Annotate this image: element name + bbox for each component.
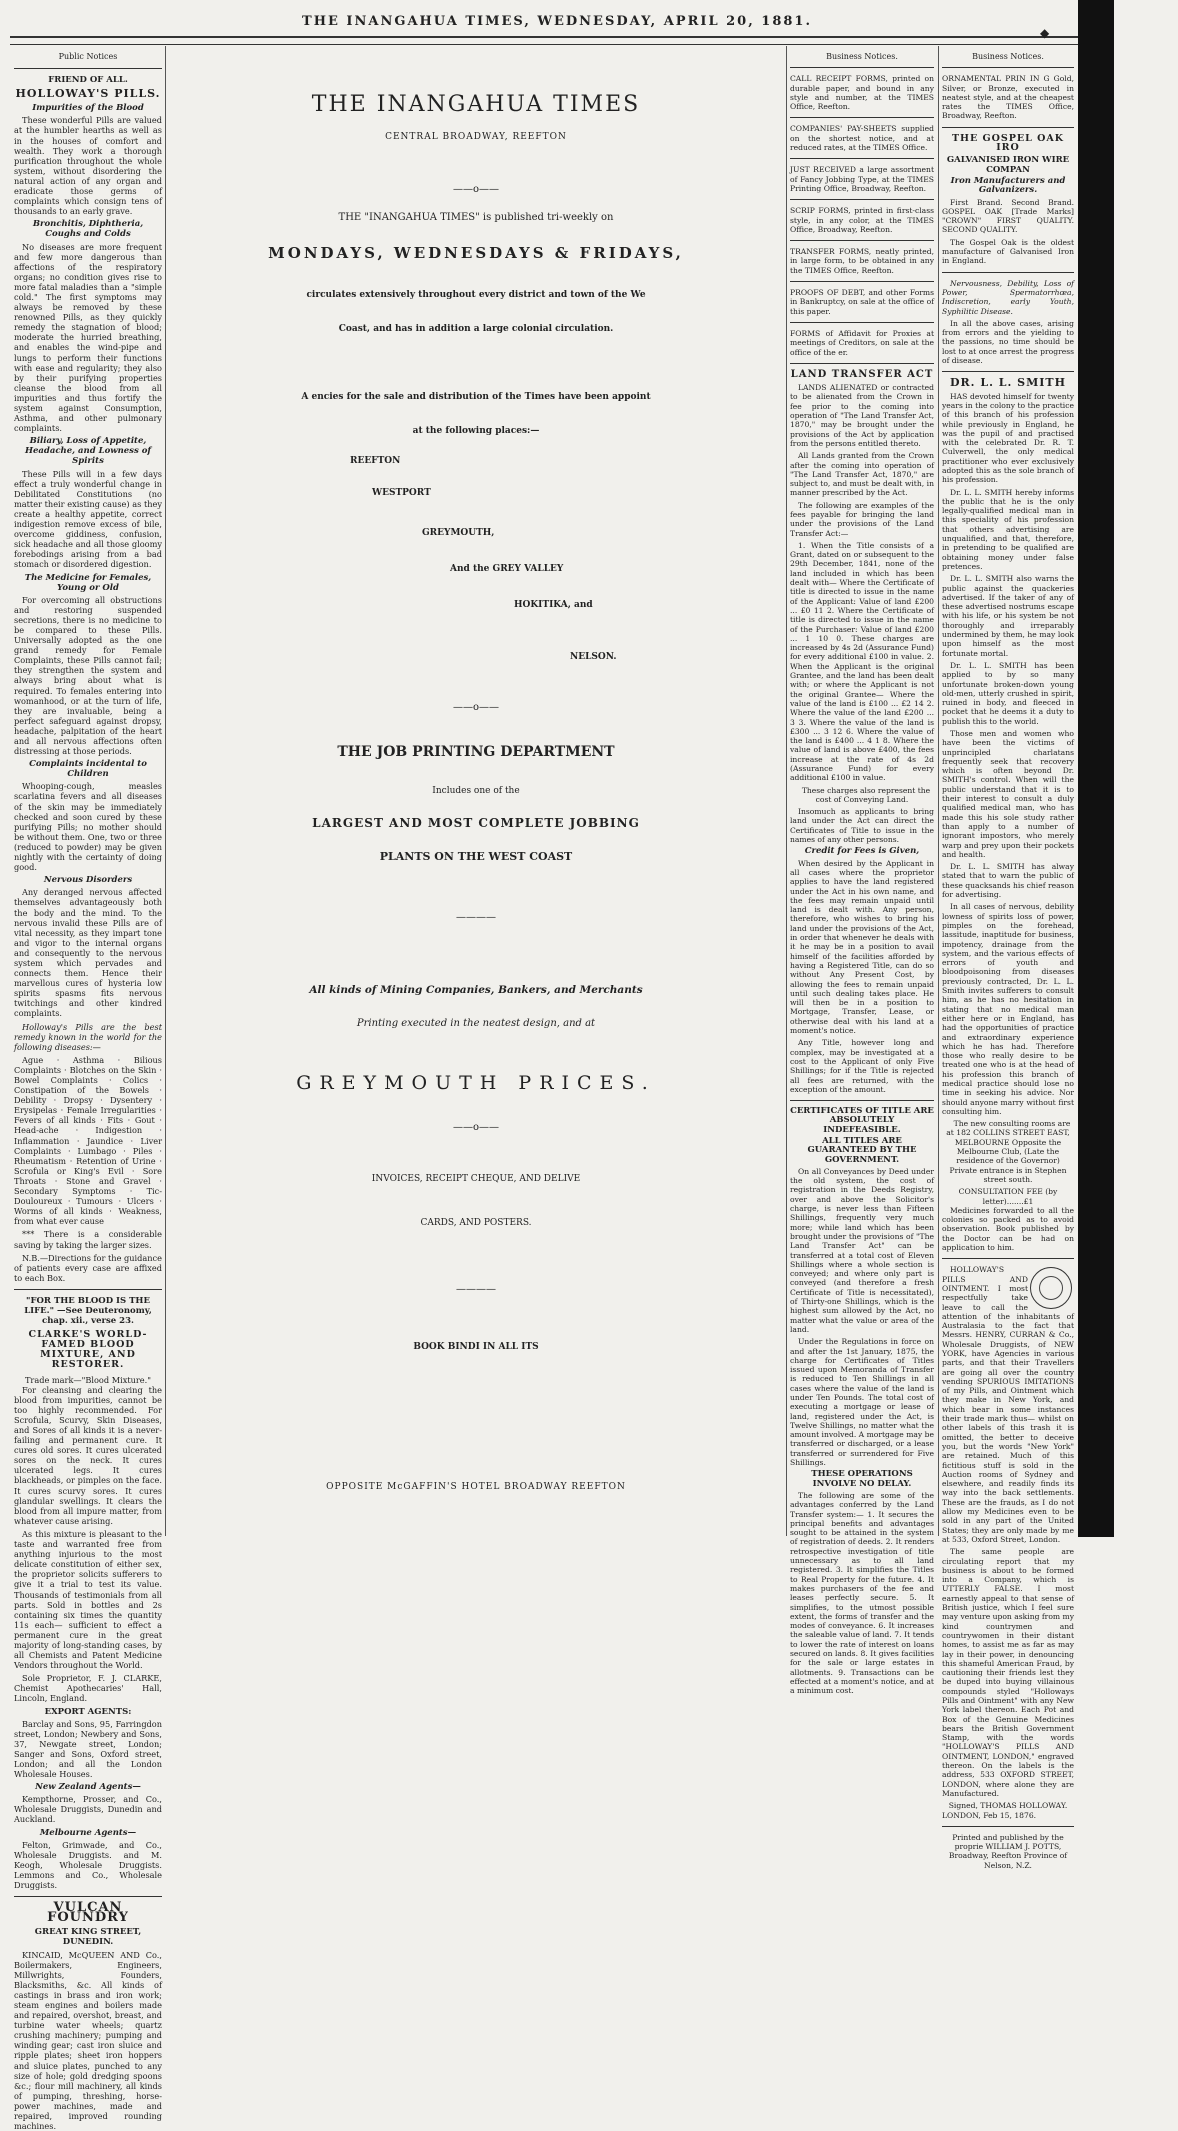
paper-address: CENTRAL BROADWAY, REEFTON: [172, 132, 780, 142]
ad: CALL RECEIPT FORMS, printed on durable paper, and bound in any style and number, at the TIMES Office, Reefton.: [790, 74, 934, 111]
dr-smith-title: DR. L. L. SMITH: [942, 378, 1074, 387]
paragraph: HAS devoted himself for twenty years in the colony to the practice of this branch of his profession while previously in England, he was the pupil of and practised with the celebrated Dr. R. T. Culverwell, the only medical practitioner who ever exclusively adopted this as the sole branch of his profession.: [942, 392, 1074, 485]
paragraph: The following are examples of the fees payable for bringing the land under the provisions of the Land Transfer Act:—: [790, 501, 934, 538]
paragraph: When desired by the Applicant in all cases where the proprietor applies to have the land registered under the Act in his own name, and the fees may remain unpaid until land is dealt with. Any person, therefore, who wishes to bring his land under the provisions of the Act, in order that whenever he deals with it he may be in a position to avail himself of the facilities afforded by having a Registered Title, can do so without Any Present Cost, by allowing the fees to remain unpaid until such dealing takes place. He will then be in a position to Mortgage, Transfer, Lease, or otherwise deal with his land at a moment's notice.: [790, 859, 934, 1036]
paragraph: KINCAID, McQUEEN AND Co., Boilermakers, Engineers, Millwrights, Founders, Blacksmiths, &c. All kinds of castings in brass and iron work; steam engines and boilers made and repaired, overshot, breast, and turbine water wheels; quartz crushing machinery; pumping and winding gear; cast iron sluice and ripple plates; sheet iron hoppers and sluice plates, punched to any size of hole; gold dredging spoons &c.; flour mill machinery, all kinds of pumping, threshing, horse-power machines, made and repaired, improved rounding machines.: [14, 1950, 162, 2131]
text-line: PLANTS ON THE WEST COAST: [172, 850, 780, 863]
paragraph: Holloway's Pills are the best remedy known in the world for the following diseases:—: [14, 1022, 162, 1052]
vulcan-title: VULCAN FOUNDRY: [14, 1903, 162, 1923]
text-line: circulates extensively throughout every district and town of the We: [172, 290, 780, 300]
place-name: GREYMOUTH,: [422, 528, 1030, 538]
paragraph: Sole Proprietor, F. J. CLARKE, Chemist Apothecaries' Hall, Lincoln, England.: [14, 1673, 162, 1703]
place-name: WESTPORT: [372, 488, 980, 498]
paragraph: These wonderful Pills are valued at the humbler hearths as well as in the houses of comfort and wealth. They work a thorough purification throughout the whole system, without disordering the natural action of any organ and eradicate those germs of complaints which consign tens of thousands to an early grave.: [14, 115, 162, 216]
paragraph: In all cases of nervous, debility lowness of spirits loss of power, pimples on the forehead, lassitude, inaptitude for business, impotency, drainage from the system, and the various effects of errors of youth and bloodpoisoning from diseases previously contracted, Dr. L. L. Smith invites sufferers to consult him, as he has no hesitation in stating that no medical man either here or in England, has had the opportunities of practice and extraordinary experience which he has had. Therefore those who really desire to be treated one who is at the head of his profession this branch of medical practice should lose no time in seeking his advice. Nor should anyone marry without first consulting him.: [942, 902, 1074, 1116]
subhead: GREAT KING STREET, DUNEDIN.: [14, 1927, 162, 1947]
imprint: Printed and published by the proprie WILLIAM J. POTTS, Broadway, Reefton Province of Nelson, N.Z.: [942, 1833, 1074, 1870]
text-line: A encies for the sale and distribution of the Times have been appoint: [172, 392, 780, 402]
column-header: Business Notices.: [942, 52, 1074, 61]
paragraph: These charges also represent the cost of Conveying Land.: [790, 786, 934, 805]
paragraph: On all Conveyances by Deed under the old system, the cost of registration in the Deeds Registry, over and above the Solicitor's charge, is never less than Fifteen Shillings, frequently very much more; while land which has been brought under the provisions of "The Land Transfer Act" can be transferred at a total cost of Eleven Shillings where a whole section is conveyed; and where only part is conveyed (and therefore a fresh Certificate of Title is necessitated), of Thirty-one Shillings, which is the highest sum allowed by the Act, no matter what the value or area of the land.: [790, 1167, 934, 1334]
diamond: ◆: [1040, 26, 1049, 40]
place-name: NELSON.: [570, 652, 1178, 662]
ornament: ————: [172, 912, 780, 923]
paragraph: These Pills will in a few days effect a truly wonderful change in Debilitated Constitutions (no matter their existing cause) as they create a healthy appetite, correct indigestion remove excess of bile, overcome giddiness, confusion, sick headache and all those gloomy forebodings arising from a bad stomach or disordered digestion.: [14, 469, 162, 570]
paragraph: The same people are circulating report that my business is about to be formed into a Company, which is UTTERLY FALSE. I most earnestly appeal to that sense of British justice, which I feel sure may venture upon asking from my kind countrymen and countrywomen in their distant homes, to assist me as far as may lay in their power, in denouncing this shameful American Fraud, by cautioning their friends lest they be duped into buying villainous compounds styled "Holloways Pills and Ointment" with any New York label thereon. Each Pot and Box of the Genuine Medicines bears the British Government Stamp, with the words "HOLLOWAY'S PILLS AND OINTMENT, LONDON," engraved thereon. On the labels is the address, 533 OXFORD STREET, LONDON, where alone they are Manufactured.: [942, 1547, 1074, 1798]
top-rule: [10, 36, 1090, 38]
friend-of-all: FRIEND OF ALL.: [14, 75, 162, 85]
fee-table: 1. When the Title consists of a Grant, dated on or subsequent to the 29th December, 1841, none of the land included in which has been dealt with— Where the Certificate of title is directed to issue in the name of the Applicant: Value of land £200 ... £0 11 2. Where the Certificate of title is directed to issue in the name of the Purchaser: Value of land £200 ... 1 10 0. These charges are increased by 4s 2d (Assurance Fund) for every additional £100 in value. 2. When the Applicant is the original Grantee, and the land has been dealt with; or where the Applicant is not the original Grantee— Where the value of the land is £100 ... £2 14 2. Where the value of the land £200 ... 3 3. Where the value of the land is £300 ... 3 12 6. Where the value of the land is £400 ... 4 1 8. Where the value of land is above £400, the fees increase at the rate of 4s 2d (Assurance Fund) for every additional £100 in value.: [790, 541, 934, 783]
subhead: Melbourne Agents—: [14, 1828, 162, 1838]
paragraph: Insomuch as applicants to bring land under the Act can direct the Certificates of Title to issue in the names of any other persons.: [790, 807, 934, 844]
ornament: ————: [172, 1284, 780, 1295]
subhead: New Zealand Agents—: [14, 1782, 162, 1792]
corner-mark: [1078, 0, 1114, 1537]
paragraph: The following are some of the advantages conferred by the Land Transfer system:— 1. It secures the principal benefits and advantages sought to be attained in the system of registration of deeds. 2. It renders retrospective investigation of title unnecessary as to all land registered. 3. It simplifies the Titles to Real Property for the future. 4. It makes purchasers of the fee and leases perfectly secure. 5. It simplifies, to the utmost possible extent, the forms of transfer and the modes of conveyance. 6. It increases the saleable value of land. 7. It tends to lower the rate of interest on loans secured on lands. 8. It gives facilities for the sale or large estates in allotments. 9. Transactions can be effected at a moment's notice, and at a minimum cost.: [790, 1491, 934, 1696]
subhead: Biliary, Loss of Appetite, Headache, and Lowness of Spirits: [14, 436, 162, 466]
paragraph: As this mixture is pleasant to the taste and warranted free from anything injurious to the most delicate constitution of either sex, the proprietor solicits sufferers to give it a trial to test its value. Thousands of testimonials from all parts. Sold in bottles and 2s containing six times the quantity 11s each— sufficient to effect a permanent cure in the great majority of long-standing cases, by all Chemists and Patent Medicine Vendors throughout the World.: [14, 1529, 162, 1670]
paragraph: HOLLOWAY'S PILLS AND OINTMENT. I most respectfully take leave to call the attention of the inhabitants of Australasia to the fact that Messrs. HENRY, CURRAN & Co., Wholesale Druggists, of NEW YORK, have Agencies in various parts, and that their Travellers are going all over the country vending SPURIOUS IMITATIONS of my Pills, and Ointment which they make in New York, and which bear in some instances their trade mark thus— whilst on other labels of this trash it is omitted, the better to deceive you, but the words "New York" are retained. Much of this fictitious stuff is sold in the Auction rooms of Sydney and elsewhere, and readily finds its way into the back settlements. These are the frauds, as I do not allow my Medicines even to be sold in any part of the United States; they are only made by me at 533, Oxford Street, London.: [942, 1265, 1074, 1544]
paragraph: In all the above cases, arising from errors and the yielding to the passions, no time should be lost to at once arrest the progress of disease.: [942, 319, 1074, 365]
ad: TRANSFER FORMS, neatly printed, in large form, to be obtained in any the TIMES Office, Reefton.: [790, 247, 934, 275]
ad: SCRIP FORMS, printed in first-class style, in any color, at the TIMES Office, Broadway, Reefton.: [790, 206, 934, 234]
subhead: EXPORT AGENTS:: [14, 1707, 162, 1717]
subhead: Credit for Fees is Given,: [790, 847, 934, 856]
column-divider: [938, 46, 939, 1536]
paragraph: The Gospel Oak is the oldest manufacture of Galvanised Iron in England.: [942, 238, 1074, 266]
paper-title: THE INANGAHUA TIMES: [172, 92, 780, 117]
paragraph: Barclay and Sons, 95, Farringdon street, London; Newbery and Sons, 37, Newgate street, London; Sanger and Sons, Oxford street, London; and all the London Wholesale Houses.: [14, 1719, 162, 1780]
land-transfer-title: LAND TRANSFER ACT: [790, 370, 934, 379]
paragraph: No diseases are more frequent and few more dangerous than affections of the respiratory organs; no condition gives rise to more fatal maladies than a "simple cold." The first symptoms may always be removed by these renowned Pills, as they quickly remedy the stagnation of blood; moderate the hurried breathing, and enables the wind-pipe and lungs to perform their functions with ease and regularity; they also by their purifying properties cleanse the blood from all impurities and thus fortify the system against Consumption, Asthma, and other pulmonary complaints.: [14, 242, 162, 434]
subhead: CERTIFICATES OF TITLE ARE ABSOLUTELY INDEFEASIBLE.: [790, 1107, 934, 1135]
signature: Signed, THOMAS HOLLOWAY.: [942, 1801, 1074, 1810]
holloway-title: HOLLOWAY'S PILLS.: [14, 89, 162, 99]
masthead: THE INANGAHUA TIMES, WEDNESDAY, APRIL 20, 1881.: [0, 14, 1114, 29]
top-rule-2: [10, 44, 1090, 45]
disease-list: Ague · Asthma · Bilious Complaints · Blotches on the Skin · Bowel Complaints · Colics · Constipation of the Bowels · Debility · Dropsy · Dysentery · Erysipelas · Female Irregularities · Fevers of all kinds · Fits · Gout · Head-ache · Indigestion · Inflammation · Jaundice · Liver Complaints · Lumbago · Piles · Rheumatism · Retention of Urine · Scrofula or King's Evil · Sore Throats · Stone and Gravel · Secondary Symptoms · Tic-Douloureux · Tumours · Ulcers · Worms of all kinds · Weakness, from what ever cause: [14, 1055, 162, 1227]
fee-line: CONSULTATION FEE (by letter).......£1: [942, 1187, 1074, 1206]
text-line: LARGEST AND MOST COMPLETE JOBBING: [172, 816, 780, 830]
column-header: Business Notices.: [790, 52, 934, 61]
paragraph: Dr. L. L. SMITH has alway stated that to warn the public of these quacksands his chief reason for advertising.: [942, 862, 1074, 899]
text-line: Coast, and has in addition a large colonial circulation.: [172, 324, 780, 334]
paragraph: Any deranged nervous affected themselves advantageously both the body and the mind. To the nervous invalid these Pills are of vital necessity, as they impart tone and vigor to the internal organs and consequently to the nervous system which pervades and connects them. Hence their marvellous cures of hysteria low spirits spasms fits nervous twitchings and other kindred complaints.: [14, 887, 162, 1018]
date-line: LONDON, Feb 15, 1876.: [942, 1811, 1074, 1820]
ornament: ——o——: [172, 702, 780, 713]
subhead: Impurities of the Blood: [14, 103, 162, 113]
paragraph: Under the Regulations in force on and after the 1st January, 1875, the charge for Certificates of Titles issued upon Memoranda of Transfer is reduced to Ten Shillings in all cases where the value of the land is under Ten Pounds. The total cost of executing a mortgage or lease of land, registered under the Act, is Twelve Shillings, no matter what the amount involved. A mortgage may be transferred or discharged, or a lease transferred or surrendered for Five Shillings.: [790, 1337, 934, 1467]
text-line: THE "INANGAHUA TIMES" is published tri-weekly on: [172, 212, 780, 223]
ad: JUST RECEIVED a large assortment of Fancy Jobbing Type, at the TIMES Printing Office, Broadway, Reefton.: [790, 165, 934, 193]
job-printing-heading: THE JOB PRINTING DEPARTMENT: [172, 744, 780, 760]
text-line: All kinds of Mining Companies, Bankers, and Merchants: [172, 984, 780, 996]
column-header: Public Notices: [14, 52, 162, 62]
text-line: Printing executed in the neatest design, and at: [172, 1018, 780, 1029]
ornament: ——o——: [172, 1122, 780, 1133]
paragraph: Those men and women who have been the victims of unprincipled charlatans frequently seek that recovery which is often beyond Dr. SMITH's control. When will the public understand that it is to their interest to consult a duly qualified medical man, who has made this his sole study rather than apply to a number of ignorant impostors, who merely warp and prey upon their pockets and health.: [942, 729, 1074, 859]
text-line: INVOICES, RECEIPT CHEQUE, AND DELIVE: [172, 1174, 780, 1184]
ad: ORNAMENTAL PRIN IN G Gold, Silver, or Bronze, executed in neatest style, and at the cheapest rates the TIMES Office, Broadway, Reefton.: [942, 74, 1074, 120]
paragraph: First Brand. Second Brand. GOSPEL OAK [Trade Marks] "CROWN" FIRST QUALITY. SECOND QUALITY.: [942, 198, 1074, 235]
subhead: The Medicine for Females, Young or Old: [14, 573, 162, 593]
prices-heading: GREYMOUTH PRICES.: [172, 1072, 780, 1094]
column-business-notices-2: [942, 52, 1074, 1532]
subhead: THESE OPERATIONS INVOLVE NO DELAY.: [790, 1470, 934, 1489]
place-name: REEFTON: [350, 456, 958, 466]
paragraph: Any Title, however long and complex, may be investigated at a cost to the Applicant of only Five Shillings; for if the Title is rejected all fees are returned, with the exception of the amount.: [790, 1038, 934, 1094]
text-line: at the following places:—: [172, 426, 780, 436]
trade-mark: Trade mark—"Blood Mixture.": [14, 1375, 162, 1385]
gospel-oak-title: THE GOSPEL OAK IRO: [942, 134, 1074, 153]
paragraph: Dr. L. L. SMITH has been applied to by so many unfortunate broken-down young old-men, utterly crushed in spirit, ruined in body, and fleeced in pocket that he deems it a duty to publish this to the world.: [942, 661, 1074, 726]
subhead: Iron Manufacturers and Galvanizers.: [942, 177, 1074, 196]
subhead: Bronchitis, Diphtheria, Coughs and Colds: [14, 219, 162, 239]
place-name: And the GREY VALLEY: [450, 564, 1058, 574]
subhead: Nervous Disorders: [14, 875, 162, 885]
text-line: MONDAYS, WEDNESDAYS & FRIDAYS,: [172, 244, 780, 262]
paragraph: *** There is a considerable saving by taking the larger sizes.: [14, 1229, 162, 1249]
paragraph: Felton, Grimwade, and Co., Wholesale Druggists. and M. Keogh, Wholesale Druggists. Lemmons and Co., Wholesale Druggists.: [14, 1840, 162, 1890]
paragraph: The new consulting rooms are at 182 COLLINS STREET EAST, MELBOURNE Opposite the Melbourne Club, (Late the residence of the Governor) Private entrance is in Stephen street south.: [942, 1119, 1074, 1184]
footer-line: OPPOSITE McGAFFIN'S HOTEL BROADWAY REEFTON: [172, 1482, 780, 1492]
paragraph: Whooping-cough, measles scarlatina fevers and all diseases of the skin may be immediately checked and soon cured by these purifying Pills; no mother should be without them. One, two or three (reduced to powder) may be given nightly with the certainty of doing good.: [14, 781, 162, 872]
text-line: Includes one of the: [172, 786, 780, 796]
text-line: BOOK BINDI IN ALL ITS: [172, 1342, 780, 1352]
subhead: GALVANISED IRON WIRE COMPAN: [942, 156, 1074, 175]
blood-life-head: "FOR THE BLOOD IS THE LIFE." —See Deuteronomy, chap. xii., verse 23.: [14, 1296, 162, 1326]
paragraph: For overcoming all obstructions and restoring suspended secretions, there is no medicine to be compared to these Pills. Universally adopted as the one grand remedy for Female Complaints, these Pills cannot fail; they strengthen the system and always bring about what is required. To females entering into womanhood, or at the turn of life, they are invaluable, being a perfect safeguard against dropsy, headache, palpitation of the heart and all nervous affections often distressing at those periods.: [14, 595, 162, 757]
column-divider: [786, 46, 787, 1536]
paragraph: Nervousness, Debility, Loss of Power, Spermatorrhœa, Indiscretion, early Youth, Syphilitic Disease.: [942, 279, 1074, 316]
ad: COMPANIES' PAY-SHEETS supplied on the shortest notice, and at reduced rates, at the TIMES Office.: [790, 124, 934, 152]
paragraph: LANDS ALIENATED or contracted to be alienated from the Crown in fee prior to the coming into operation of "The Land Transfer Act, 1870," may be brought under the provisions of the Act by application from the persons entitled thereto.: [790, 383, 934, 448]
text-line: CARDS, AND POSTERS.: [172, 1218, 780, 1228]
paragraph: All Lands granted from the Crown after the coming into operation of "The Land Transfer Act, 1870," are subject to, and must be dealt with, in manner prescribed by the Act.: [790, 451, 934, 497]
center-column: [172, 52, 780, 1532]
ornament: ——o——: [172, 184, 780, 195]
ad: FORMS of Affidavit for Proxies at meetings of Creditors, on sale at the office of the er.: [790, 329, 934, 357]
paragraph: For cleansing and clearing the blood from impurities, cannot be too highly recommended. For Scrofula, Scurvy, Skin Diseases, and Sores of all kinds it is a never-failing and permanent cure. It cures old sores. It cures ulcerated sores on the neck. It cures ulcerated legs. It cures blackheads, or pimples on the face. It cures scurvy sores. It cures glandular swellings. It clears the blood from all impure matter, from whatever cause arising.: [14, 1385, 162, 1526]
paragraph: Dr. L. L. SMITH hereby informs the public that he is the only legally-qualified medical man in this speciality of his profession that others advertising are unqualified, and that, therefore, in pretending to be qualified are obtaining money under false pretences.: [942, 488, 1074, 572]
column-divider: [165, 46, 166, 1536]
column-public-notices: [14, 52, 162, 1532]
column-business-notices: [790, 52, 934, 1532]
subhead: Complaints incidental to Children: [14, 759, 162, 779]
paragraph: Kempthorne, Prosser, and Co., Wholesale Druggists, Dunedin and Auckland.: [14, 1794, 162, 1824]
paragraph: N.B.—Directions for the guidance of patients every case are affixed to each Box.: [14, 1253, 162, 1283]
subhead: ALL TITLES ARE GUARANTEED BY THE GOVERNMENT.: [790, 1137, 934, 1165]
clarke-title: CLARKE'S WORLD-FAMED BLOOD MIXTURE, AND RESTORER.: [14, 1330, 162, 1370]
ad: PROOFS OF DEBT, and other Forms in Bankruptcy, on sale at the office of this paper.: [790, 288, 934, 316]
paragraph: Medicines forwarded to all the colonies so packed as to avoid observation. Book published by the Doctor can be had on application to him.: [942, 1206, 1074, 1252]
paragraph: Dr. L. L. SMITH also warns the public against the quackeries advertised. If the taker of any of these advertised nostrums escape with his life, or his system be not thoroughly and irreparably undermined by them, he may look upon himself as the most fortunate mortal.: [942, 574, 1074, 658]
place-name: HOKITIKA, and: [514, 600, 1122, 610]
